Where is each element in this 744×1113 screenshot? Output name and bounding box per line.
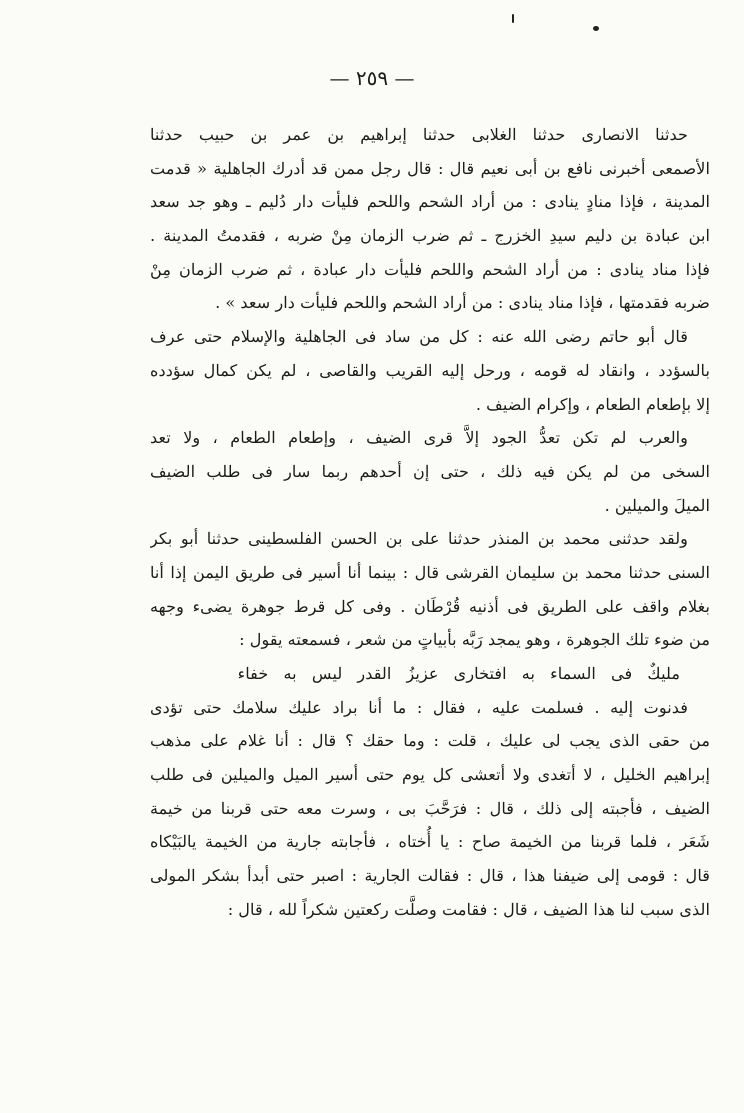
text-line: فدنوت إليه . فسلمت عليه ، فقال : ما أنا براد عليك سلامك حتى تؤدى (150, 697, 688, 717)
text-line: بغلام واقف على الطريق فى أذنيه قُرْطَان . وفى كل قرط جوهرة يضىء وجهه (150, 596, 710, 616)
text-line: شَعَر ، فلما قربنا من الخيمة صاح : يا أُختاه ، فأجابته جارية من الخيمة يالبَيْكاه (150, 832, 710, 852)
text-line: السخى من لم يكن فيه ذلك ، حتى إن أحدهم ربما سار فى طلب الضيف (150, 461, 710, 481)
text-line: ابن عبادة بن دليم سيدِ الخزرج ـ ثم ضرب الزمان مِنْ ضربه ، فقدمتُ المدينة . (150, 226, 710, 246)
text-line: قال : قومى إلى ضيفنا هذا ، قال : فقالت الجارية : اصبر حتى أبدأ بشكر المولى (150, 866, 710, 886)
text-line: قال أبو حاتم رضى الله عنه : كل من ساد فى الجاهلية والإسلام حتى عرف (150, 327, 688, 347)
text-line: فإذا مناد ينادى : من أراد الشحم واللحم فليأت دار عبادة ، ثم ضرب الزمان مِنْ (150, 259, 710, 279)
ink-speck (593, 26, 599, 31)
page-number: — ٢٥٩ — (329, 66, 415, 90)
text-line: الميلَ والميلين . (604, 495, 710, 515)
verse-line: مليكٌ فى السماء به افتخارى عزيزُ القدر ليس به خفاء (237, 664, 680, 683)
text-line: إلا بإطعام الطعام ، وإكرام الضيف . (475, 394, 710, 414)
text-line: بالسؤدد ، وانقاد له قومه ، ورحل إليه القريب والقاصى ، لم يكن كمال سؤدده (150, 360, 710, 380)
text-line: من حقى الذى يجب لى عليك ، قلت : وما حقك ؟ قال : أنا غلام على مذهب (150, 731, 710, 751)
text-line: الأصمعى أخبرنى نافع بن أبى نعيم قال : قال رجل ممن قد أدرك الجاهلية « قدمت (150, 158, 710, 178)
text-line: ضربه فقدمتها ، فإذا مناد ينادى : من أراد الشحم واللحم فليأت دار سعد » . (215, 293, 710, 313)
body-text (150, 118, 710, 927)
text-line: من ضوء تلك الجوهرة ، وهو يمجد رَبَّه بأبياتٍ من شعر ، فسمعته يقول : (239, 630, 710, 650)
text-line: والعرب لم تكن تعدُّ الجود إلاَّ قرى الضيف ، وإطعام الطعام ، ولا تعد (150, 428, 688, 448)
text-line: السنى حدثنا محمد بن سليمان القرشى قال : بينما أنا أسير فى طريق اليمن إذا أنا (150, 562, 710, 582)
text-line: إبراهيم الخليل ، لا أتغدى ولا أتعشى كل يوم حتى أسير الميل والميلين فى طلب (150, 765, 710, 785)
text-line: المدينة ، فإذا منادٍ ينادى : من أراد الشحم واللحم فليأت دار دُليم ـ وهو جد سعد (150, 192, 710, 212)
ink-speck (512, 14, 514, 23)
text-line: حدثنا الانصارى حدثنا الغلابى حدثنا إبراهيم بن عمر بن حبيب حدثنا (150, 125, 688, 144)
text-line: ولقد حدثنى محمد بن المنذر حدثنا على بن الحسن الفلسطينى حدثنا أبو بكر (150, 529, 688, 549)
text-line: الذى سبب لنا هذا الضيف ، قال : فقامت وصلَّت ركعتين شكراً لله ، قال : (227, 899, 710, 919)
text-line: الضيف ، فأجبته إلى ذلك ، قال : فرَحَّبَ بى ، وسرت معه حتى قربنا من خيمة (150, 798, 710, 818)
